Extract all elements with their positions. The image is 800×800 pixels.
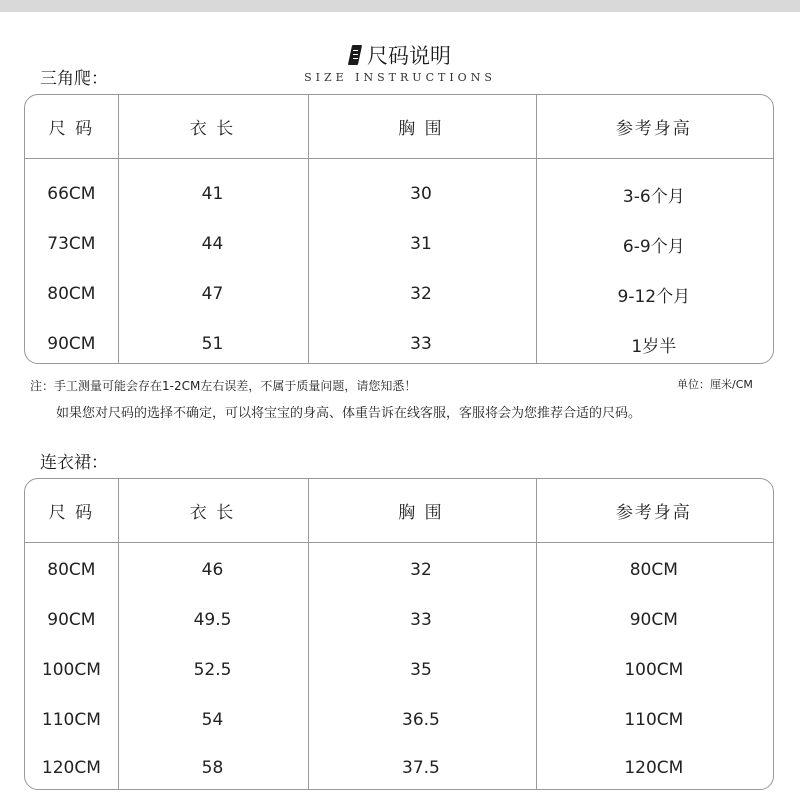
cell-length: 41 [201, 184, 224, 204]
table-header-row [25, 479, 773, 543]
title-block [0, 40, 800, 70]
header-length: 衣 长 [189, 503, 236, 523]
cell-height: 90CM [629, 610, 678, 630]
cell-size: 73CM [47, 234, 96, 254]
header-height: 参考身高 [615, 503, 692, 523]
measurement-note: 注：手工测量可能会存在1-2CM左右误差，不属于质量问题，请您知悉！ [30, 379, 417, 393]
cell-chest: 36.5 [402, 710, 440, 730]
table-row [25, 169, 773, 219]
size-advice-note: 如果您对尺码的选择不确定，可以将宝宝的身高、体重告诉在线客服，客服将会为您推荐合适的尺码。 [56, 406, 642, 421]
cell-chest: 37.5 [402, 758, 440, 778]
header-size: 尺 码 [48, 119, 95, 139]
size-table-dress [24, 478, 774, 790]
table-row [25, 269, 773, 319]
cell-chest: 32 [410, 560, 432, 580]
cell-length: 44 [201, 234, 224, 254]
cell-height: 80CM [629, 560, 678, 580]
cell-size: 110CM [41, 710, 101, 730]
cell-height: 120CM [624, 758, 684, 778]
cell-chest: 33 [410, 334, 432, 354]
table-row [25, 595, 773, 645]
cell-size: 66CM [47, 184, 96, 204]
cell-height: 110CM [624, 710, 684, 730]
cell-length: 51 [201, 334, 224, 354]
cell-size: 80CM [47, 560, 96, 580]
unit-label: 单位：厘米/CM [677, 378, 753, 391]
cell-size: 90CM [47, 334, 96, 354]
section-label-romper: 三角爬： [40, 69, 108, 89]
cell-chest: 32 [410, 284, 432, 304]
section-label-dress: 连衣裙： [40, 453, 108, 473]
cell-chest: 35 [410, 660, 432, 680]
cell-chest: 31 [410, 234, 432, 254]
cell-size: 120CM [41, 758, 101, 778]
cell-size: 90CM [47, 610, 96, 630]
cell-length: 49.5 [193, 610, 232, 630]
cell-height: 100CM [624, 660, 684, 680]
table-row [25, 745, 773, 790]
table-row [25, 645, 773, 695]
header-size: 尺 码 [48, 503, 95, 523]
table-row [25, 219, 773, 269]
header-height: 参考身高 [615, 119, 692, 139]
cursive-i-icon [349, 45, 361, 65]
cell-chest: 30 [410, 184, 432, 204]
cell-length: 46 [201, 560, 224, 580]
header-length: 衣 长 [189, 119, 236, 139]
cell-length: 54 [201, 710, 224, 730]
page-title [349, 40, 451, 70]
top-band [0, 0, 800, 12]
table-row [25, 545, 773, 595]
page-subtitle: SIZE INSTRUCTIONS [304, 71, 496, 84]
cell-size: 80CM [47, 284, 96, 304]
cell-length: 58 [201, 758, 224, 778]
cell-length: 47 [201, 284, 224, 304]
cell-chest: 33 [410, 610, 432, 630]
header-chest: 胸 围 [398, 503, 444, 523]
cell-height: 9-12个月 [617, 286, 691, 307]
cell-height: 1岁半 [631, 336, 677, 357]
size-table-romper [24, 94, 774, 364]
cell-length: 52.5 [193, 660, 232, 680]
page-title-text: 尺码说明 [367, 44, 451, 68]
table-header-row [25, 95, 773, 159]
cell-height: 3-6个月 [622, 186, 685, 207]
header-chest: 胸 围 [398, 119, 444, 139]
cell-size: 100CM [41, 660, 101, 680]
table-row [25, 319, 773, 364]
cell-height: 6-9个月 [622, 236, 685, 257]
table-row [25, 695, 773, 745]
